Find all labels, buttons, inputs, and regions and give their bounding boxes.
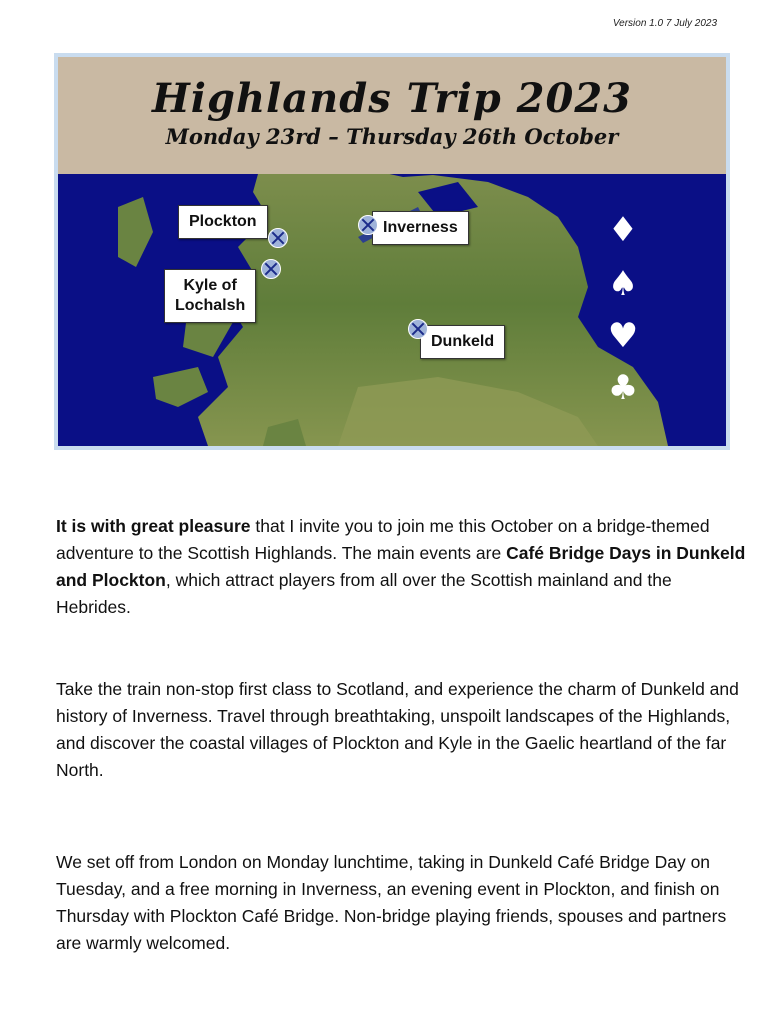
intro-text-1: that I invite you to join me this October on a bridge-themed adventure to the Scottish Highlands. The main events are (56, 516, 710, 563)
location-label-dunkeld: Dunkeld (420, 325, 505, 359)
intro-paragraph (56, 513, 746, 621)
inverness-pin-icon (358, 215, 378, 235)
intro-lead-bold: It is with great pleasure (56, 516, 251, 536)
banner-title: Highlands Trip 2023 (152, 75, 632, 122)
intro-events-bold: Café Bridge Days in Dunkeld and Plockton (56, 543, 746, 590)
diamond-suit-icon: ♦ (607, 210, 639, 250)
club-suit-icon: ♣ (607, 368, 639, 408)
spade-suit-icon: ♠ (607, 264, 639, 304)
paragraph-travel: Take the train non-stop first class to Scotland, and experience the charm of Dunkeld and history of Inverness. Travel through breathtaking, unspoilt landscapes of the Highlands, and discover the coastal villages of Plockton and Kyle in the Gaelic heartland of the far North. (56, 679, 739, 780)
title-band (58, 57, 726, 174)
location-label-plockton: Plockton (178, 205, 268, 239)
trip-banner (54, 53, 730, 450)
version-note: Version 1.0 7 July 2023 (612, 18, 717, 29)
banner-subtitle: Monday 23rd – Thursday 26th October (165, 124, 619, 149)
paragraph-itinerary: We set off from London on Monday lunchtime, taking in Dunkeld Café Bridge Day on Tuesday, and a free morning in Inverness, an evening event in Plockton, and finish on Thursday with Plockton Café Bridge. Non-bridge playing friends, spouses and partners are warmly welcomed. (56, 852, 727, 953)
kyle-pin-icon (261, 259, 281, 279)
intro-text-2: , which attract players from all over the Scottish mainland and the Hebrides. (56, 570, 672, 617)
location-label-kyle-of-lochalsh: Kyle of Lochalsh (164, 269, 256, 323)
heart-suit-icon: ♥ (607, 316, 639, 356)
plockton-pin-icon (268, 228, 288, 248)
dunkeld-pin-icon (408, 319, 428, 339)
location-label-inverness: Inverness (372, 211, 469, 245)
